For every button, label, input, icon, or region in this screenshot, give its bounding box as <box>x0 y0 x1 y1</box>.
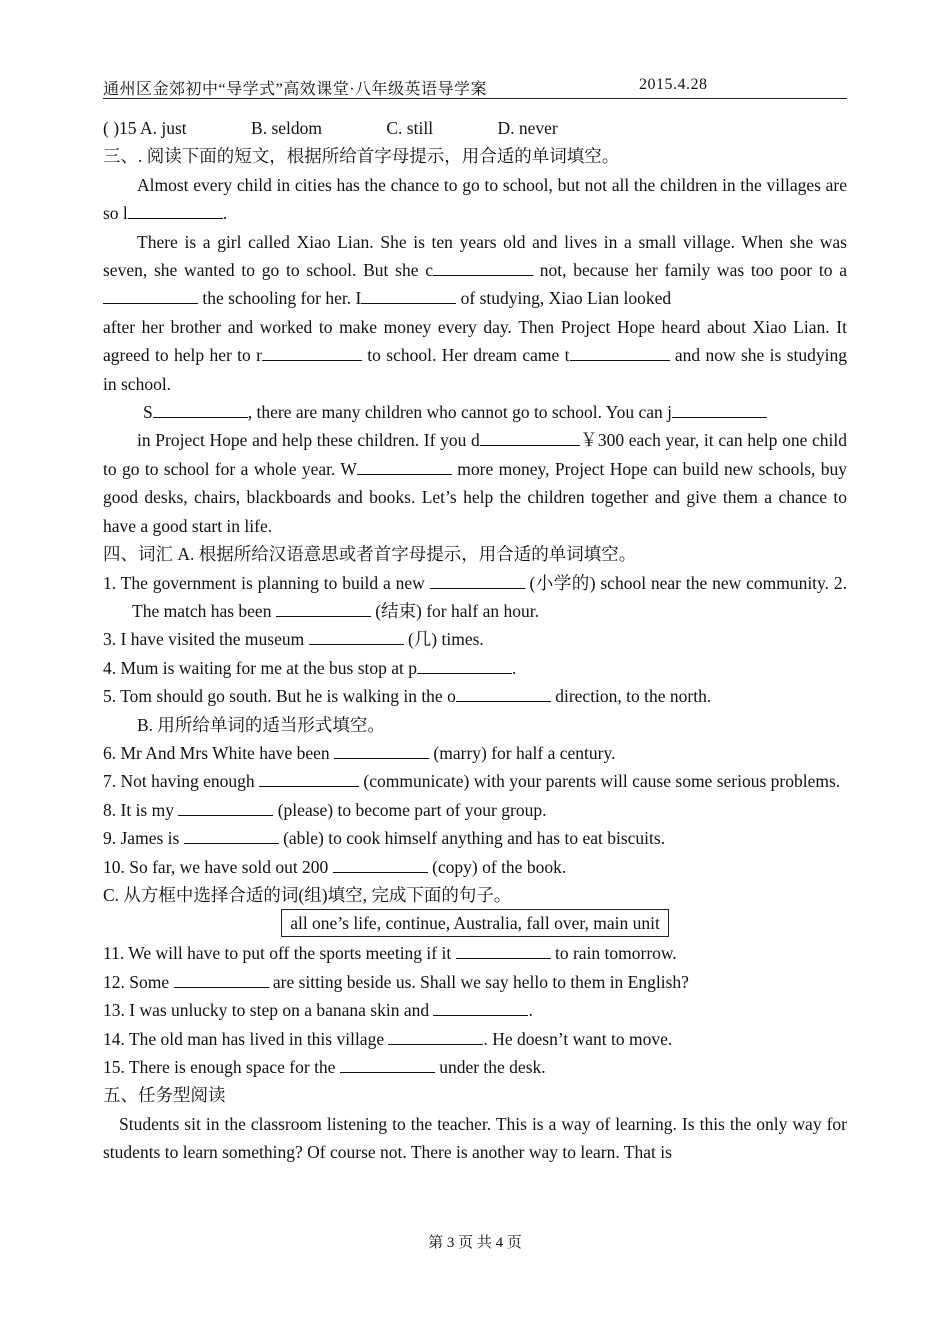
answer-blank[interactable] <box>456 683 551 702</box>
question-item: 10. So far, we have sold out 200 (copy) of the book. <box>103 853 847 881</box>
section-4-title: 四、词汇 A. 根据所给汉语意思或者首字母提示，用合适的单词填空。 <box>103 544 637 565</box>
passage-paragraph-3: after her brother and worked to make money every day. Then Project Hope heard about Xiao Lian. It agreed to help her to r to school. Her dream came t and now she is studying in school. <box>103 316 847 394</box>
passage-paragraph-1: Almost every child in cities has the chance to go to school, but not all the children in the villages are so l . <box>103 174 847 224</box>
question-item: 8. It is my (please) to become part of your group. <box>103 796 847 824</box>
word-box-row <box>103 909 847 939</box>
answer-blank[interactable] <box>128 200 223 219</box>
option-a: A. just <box>139 118 187 138</box>
question-item: 4. Mum is waiting for me at the bus stop at p . <box>103 654 847 682</box>
answer-blank[interactable] <box>103 285 198 304</box>
answer-blank[interactable] <box>262 342 362 361</box>
header-title: 通州区金郊初中“导学式”高效课堂·八年级英语导学案 <box>103 81 488 98</box>
answer-blank[interactable] <box>570 342 670 361</box>
answer-blank[interactable] <box>174 969 269 988</box>
answer-blank[interactable] <box>672 399 767 418</box>
section-3-title: 三、. 阅读下面的短文，根据所给首字母提示，用合适的单词填空。 <box>103 146 620 167</box>
question-15-options <box>103 114 847 142</box>
word-box: all one’s life, continue, Australia, fall over, main unit <box>281 909 669 937</box>
question-number: ( )15 <box>103 118 137 138</box>
answer-blank[interactable] <box>480 427 580 446</box>
document-body <box>103 114 847 1167</box>
answer-blank[interactable] <box>259 768 359 787</box>
answer-blank[interactable] <box>433 257 533 276</box>
answer-blank[interactable] <box>417 655 512 674</box>
answer-blank[interactable] <box>456 940 551 959</box>
answer-blank[interactable] <box>361 285 456 304</box>
task-reading-paragraph: Students sit in the classroom listening to the teacher. This is a way of learning. Is this the only way for students to learn something? Of course not. There is another way to learn. That is <box>103 1113 847 1163</box>
section-4c-title: C. 从方框中选择合适的词(组)填空, 完成下面的句子。 <box>103 884 512 905</box>
passage-paragraph-4: S , there are many children who cannot go to school. You can j <box>103 398 847 426</box>
answer-blank[interactable] <box>433 997 528 1016</box>
passage-paragraph-5: in Project Hope and help these children. If you d ￥300 each year, it can help one child to go to school for a whole year. W more money, Project Hope can build new schools, buy good desks, chairs, blackboards and books. Let’s help the children together and give them a chance to have a good start in life. <box>103 426 847 540</box>
answer-blank[interactable] <box>333 854 428 873</box>
answer-blank[interactable] <box>340 1054 435 1073</box>
option-b: B. seldom <box>251 118 322 138</box>
passage-paragraph-2: There is a girl called Xiao Lian. She is ten years old and lives in a small village. When she was seven, she wanted to go to school. But she c not, because her family was too poor to a the schooling for her. I of studying, Xiao Lian looked <box>103 231 847 309</box>
option-d: D. never <box>497 118 558 138</box>
page-header <box>103 76 847 99</box>
answer-blank[interactable] <box>357 456 452 475</box>
question-item: 1. The government is planning to build a new (小学的) school near the new community. 2. The match has been (结束) for half an hour. <box>103 569 847 626</box>
answer-blank[interactable] <box>334 740 429 759</box>
question-item: 11. We will have to put off the sports meeting if it to rain tomorrow. <box>103 939 847 967</box>
question-item: 3. I have visited the museum (几) times. <box>103 625 847 653</box>
question-item: 13. I was unlucky to step on a banana skin and . <box>103 996 847 1024</box>
question-item: 9. James is (able) to cook himself anything and has to eat biscuits. <box>103 824 847 852</box>
answer-blank[interactable] <box>309 626 404 645</box>
question-item: 12. Some are sitting beside us. Shall we say hello to them in English? <box>103 968 847 996</box>
answer-blank[interactable] <box>178 797 273 816</box>
answer-blank[interactable] <box>153 399 248 418</box>
answer-blank[interactable] <box>276 598 371 617</box>
answer-blank[interactable] <box>430 570 525 589</box>
section-5-title: 五、任务型阅读 <box>103 1085 226 1106</box>
answer-blank[interactable] <box>184 825 279 844</box>
header-date: 2015.4.28 <box>639 76 708 93</box>
question-item: 5. Tom should go south. But he is walking in the o direction, to the north. <box>103 682 847 710</box>
option-c: C. still <box>386 118 434 138</box>
question-item: 14. The old man has lived in this village . He doesn’t want to move. <box>103 1025 847 1053</box>
section-4b-title: B. 用所给单词的适当形式填空。 <box>137 714 385 735</box>
question-item: 7. Not having enough (communicate) with your parents will cause some serious problems. <box>103 767 847 795</box>
answer-blank[interactable] <box>388 1026 483 1045</box>
question-item: 15. There is enough space for the under the desk. <box>103 1053 847 1081</box>
page-footer: 第 3 页 共 4 页 <box>428 1235 522 1251</box>
question-item: 6. Mr And Mrs White have been (marry) for half a century. <box>103 739 847 767</box>
